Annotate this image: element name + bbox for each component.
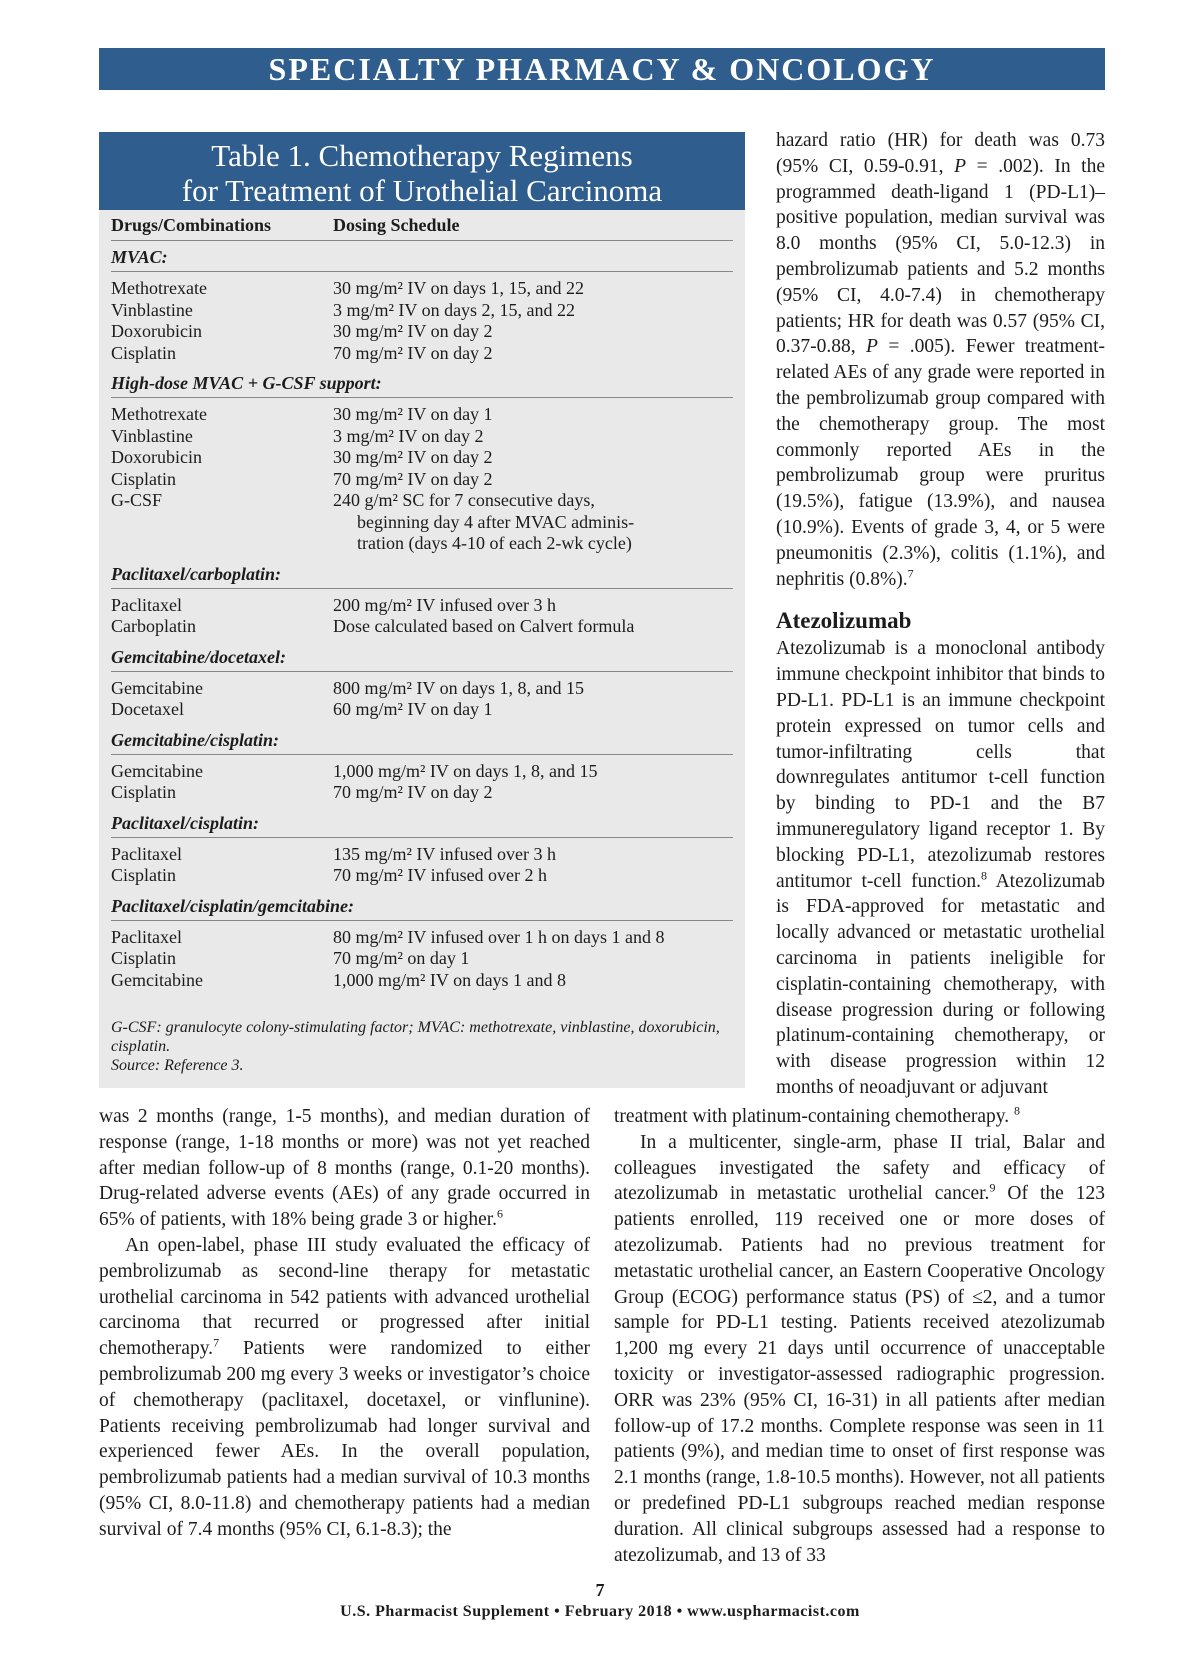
dosing-schedule: beginning day 4 after MVAC adminis- bbox=[357, 511, 635, 532]
regimen-group-title: Paclitaxel/cisplatin: bbox=[111, 809, 733, 838]
dosing-schedule: 30 mg/m² IV on day 2 bbox=[333, 447, 493, 467]
table-row bbox=[111, 782, 733, 804]
paragraph: Atezolizumab is a monoclonal antibody immune checkpoint inhibitor that binds to PD-L1. PD-L1 is an immune checkpoint protein expressed on tumor cells and tumor-infiltrating cells that downregulates antitumor t-cell function by binding to PD-1 and the B7 immuneregulatory ligand receptor 1. By blocking PD-L1, atezolizumab restores antitumor t-cell function.$^8$ Atezolizumab is FDA-approved for metastatic and locally advanced or metastatic urothelial carcinoma in patients ineligible for cisplatin-containing chemotherapy, with disease progression during or following platinum-containing chemotherapy, or with disease progression within 12 months of neoadjuvant or adjuvant bbox=[776, 638, 1105, 1098]
table-footnote-abbrev: G-CSF: granulocyte colony-stimulating factor; MVAC: methotrexate, vinblastine, doxorubicin, cisplatin. bbox=[111, 1019, 720, 1055]
dosing-schedule: 80 mg/m² IV infused over 1 h on days 1 and 8 bbox=[333, 926, 665, 947]
paragraph: In a multicenter, single-arm, phase II trial, Balar and colleagues investigated the safety and efficacy of atezolizumab in metastatic urothelial cancer.$^9$ Of the 123 patients enrolled, 119 received one or more doses of atezolizumab. Patients had no previous treatment for metastatic urothelial cancer, an Eastern Cooperative Oncology Group (ECOG) performance status (PS) of ≤2, and a tumor sample for PD-L1 testing. Patients received atezolizumab 1,200 mg every 21 days until occurrence of unacceptable toxicity or investigator-assessed radiographic progression. ORR was 23% (95% CI, 16-31) in all patients after median follow-up of 17.2 months. Complete response was seen in 11 patients (9%), and median time to onset of first response was 2.1 months (range, 1.8-10.5 months). However, not all patients or predefined PD-L1 subgroups reached median response duration. All clinical subgroups assessed had a response to atezolizumab, and 13 of 33 bbox=[614, 1131, 1105, 1566]
table-row bbox=[111, 927, 733, 949]
table-title-line1: Table 1. Chemotherapy Regimens bbox=[211, 138, 633, 173]
drug-name bbox=[111, 512, 333, 534]
dosing-schedule: 70 mg/m² on day 1 bbox=[333, 948, 470, 968]
drug-name: Vinblastine bbox=[111, 425, 193, 446]
paragraph: hazard ratio (HR) for death was 0.73 (95% CI, 0.59-0.91, P = .002). In the programmed death-ligand 1 (PD-L1)–positive population, median survival was 8.0 months (95% CI, 5.0-12.3) in pembrolizumab patients and 5.2 months (95% CI, 4.0-7.4) in chemotherapy patients; HR for death was 0.57 (95% CI, 0.37-0.88, P = .005). Fewer treatment-related AEs of any grade were reported in the pembrolizumab group compared with the chemotherapy group. The most commonly reported AEs in the pembrolizumab group were pruritus (19.5%), fatigue (13.9%), and nausea (10.9%). Events of grade 3, 4, or 5 were pneumonitis (2.3%), colitis (1.1%), and nephritis (0.8%).$^7$ bbox=[776, 130, 1106, 590]
dosing-schedule: 3 mg/m² IV on days 2, 15, and 22 bbox=[333, 299, 576, 320]
table-row bbox=[111, 278, 733, 300]
regimen-rows bbox=[111, 589, 733, 643]
dosing-schedule: 1,000 mg/m² IV on days 1 and 8 bbox=[333, 969, 567, 990]
drug-name bbox=[111, 533, 333, 555]
drug-name: Gemcitabine bbox=[111, 677, 203, 698]
drug-name: Methotrexate bbox=[111, 278, 207, 298]
table-footnote bbox=[111, 1018, 731, 1075]
drug-name: Vinblastine bbox=[111, 299, 193, 320]
dosing-schedule: 70 mg/m² IV infused over 2 h bbox=[333, 865, 548, 885]
drug-name: Gemcitabine bbox=[111, 760, 203, 781]
dosing-schedule: 135 mg/m² IV infused over 3 h bbox=[333, 843, 557, 864]
dosing-schedule: 30 mg/m² IV on day 2 bbox=[333, 321, 493, 341]
drug-name: Doxorubicin bbox=[111, 321, 202, 341]
regimen-rows bbox=[111, 398, 733, 560]
regimen-group-title: Paclitaxel/carboplatin: bbox=[111, 560, 733, 589]
regimen-group-title: Gemcitabine/cisplatin: bbox=[111, 726, 733, 755]
table-row bbox=[111, 595, 733, 617]
regimen-group-title: Paclitaxel/cisplatin/gemcitabine: bbox=[111, 892, 733, 921]
dosing-schedule: 70 mg/m² IV on day 2 bbox=[333, 468, 493, 489]
table-row bbox=[111, 343, 733, 365]
table-row bbox=[111, 948, 733, 970]
section-banner: SPECIALTY PHARMACY & ONCOLOGY bbox=[99, 48, 1105, 90]
regimen-rows bbox=[111, 838, 733, 892]
table-row bbox=[111, 761, 733, 783]
drug-name: Paclitaxel bbox=[111, 926, 182, 947]
paragraph: treatment with platinum-containing chemotherapy. $^8$ bbox=[614, 1103, 1020, 1127]
regimen-group-title: Gemcitabine/docetaxel: bbox=[111, 643, 733, 672]
dosing-schedule: 30 mg/m² IV on days 1, 15, and 22 bbox=[333, 278, 585, 298]
regimen-table bbox=[99, 132, 745, 1088]
table-title bbox=[99, 132, 745, 210]
left-column-bottom-text bbox=[99, 1104, 590, 1543]
regimen-group-title: MVAC: bbox=[111, 241, 733, 272]
column-header-drugs: Drugs/Combinations bbox=[111, 214, 272, 235]
table-title-line2: for Treatment of Urothelial Carcinoma bbox=[181, 173, 663, 208]
section-heading-atezolizumab: Atezolizumab bbox=[776, 608, 912, 634]
table-row bbox=[111, 844, 733, 866]
dosing-schedule: 60 mg/m² IV on day 1 bbox=[333, 699, 493, 719]
dosing-schedule: 30 mg/m² IV on day 1 bbox=[333, 404, 493, 424]
table-row bbox=[111, 533, 733, 555]
drug-name: Paclitaxel bbox=[111, 594, 182, 615]
table-column-headers bbox=[111, 210, 733, 241]
drug-name: Carboplatin bbox=[111, 616, 196, 636]
table-row bbox=[111, 426, 733, 448]
table-row bbox=[111, 404, 733, 426]
page-footer: U.S. Pharmacist Supplement • February 2018 • www.uspharmacist.com bbox=[340, 1603, 860, 1620]
dosing-schedule: 1,000 mg/m² IV on days 1, 8, and 15 bbox=[333, 760, 598, 781]
regimen-rows bbox=[111, 755, 733, 809]
dosing-schedule: 800 mg/m² IV on days 1, 8, and 15 bbox=[333, 677, 585, 698]
drug-name: Cisplatin bbox=[111, 865, 177, 885]
table-row bbox=[111, 678, 733, 700]
dosing-schedule: 70 mg/m² IV on day 2 bbox=[333, 342, 493, 363]
regimen-group-title: High-dose MVAC + G-CSF support: bbox=[111, 369, 733, 398]
dosing-schedule: Dose calculated based on Calvert formula bbox=[333, 616, 635, 636]
table-row bbox=[111, 447, 733, 469]
column-header-dosing: Dosing Schedule bbox=[333, 214, 460, 235]
table-row bbox=[111, 865, 733, 887]
paragraph: An open-label, phase III study evaluated the efficacy of pembrolizumab as second-line therapy for metastatic urothelial carcinoma in 542 patients with advanced urothelial carcinoma that recurred or progressed after initial chemotherapy.$^7$ Patients were randomized to either pembrolizumab 200 mg every 3 weeks or investigator’s choice of chemotherapy (paclitaxel, docetaxel, or vinflunine). Patients receiving pembrolizumab had longer survival and experienced fewer AEs. In the overall population, pembrolizumab patients had a median survival of 10.3 months (95% CI, 8.0-11.8) and chemotherapy patients had a median survival of 7.4 months (95% CI, 6.1-8.3); the bbox=[99, 1234, 590, 1540]
drug-name: Paclitaxel bbox=[111, 843, 182, 864]
drug-name: G-CSF bbox=[111, 490, 163, 510]
table-row bbox=[111, 699, 733, 721]
dosing-schedule: 70 mg/m² IV on day 2 bbox=[333, 782, 493, 802]
page-number: 7 bbox=[595, 1580, 605, 1600]
regimen-groups bbox=[111, 241, 733, 996]
right-column-bottom-text bbox=[614, 1104, 1105, 1568]
regimen-rows bbox=[111, 921, 733, 997]
dosing-schedule: 200 mg/m² IV infused over 3 h bbox=[333, 594, 557, 615]
table-row bbox=[111, 512, 733, 534]
regimen-rows bbox=[111, 272, 733, 369]
table-row bbox=[111, 321, 733, 343]
drug-name: Cisplatin bbox=[111, 468, 177, 489]
table-row bbox=[111, 616, 733, 638]
drug-name: Cisplatin bbox=[111, 948, 177, 968]
drug-name: Doxorubicin bbox=[111, 447, 202, 467]
dosing-schedule: tration (days 4-10 of each 2-wk cycle) bbox=[357, 533, 632, 553]
paragraph: was 2 months (range, 1-5 months), and median duration of response (range, 1-18 months or more) was not yet reached after median follow-up of 8 months (range, 0.1-20 months). Drug-related adverse events (AEs) of any grade occurred in 65% of patients, with 18% being grade 3 or higher.$^6$ bbox=[99, 1106, 590, 1231]
table-footnote-source: Source: Reference 3. bbox=[111, 1057, 244, 1074]
drug-name: Methotrexate bbox=[111, 404, 207, 424]
table-row bbox=[111, 970, 733, 992]
right-column-top-text bbox=[776, 128, 1105, 1101]
drug-name: Gemcitabine bbox=[111, 969, 203, 990]
drug-name: Docetaxel bbox=[111, 699, 184, 719]
dosing-schedule: 240 g/m² SC for 7 consecutive days, bbox=[333, 490, 595, 510]
table-body bbox=[99, 210, 745, 996]
regimen-rows bbox=[111, 672, 733, 726]
drug-name: Cisplatin bbox=[111, 342, 177, 363]
dosing-schedule: 3 mg/m² IV on day 2 bbox=[333, 425, 484, 446]
table-row bbox=[111, 469, 733, 491]
drug-name: Cisplatin bbox=[111, 782, 177, 802]
table-row bbox=[111, 490, 733, 512]
table-row bbox=[111, 300, 733, 322]
